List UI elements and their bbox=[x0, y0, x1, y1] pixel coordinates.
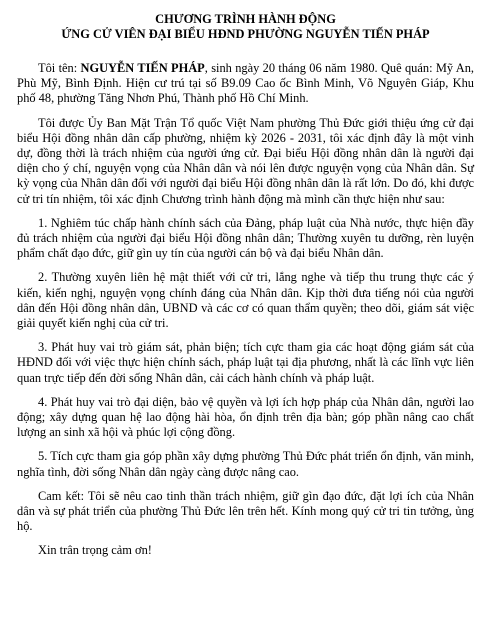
nomination-paragraph: Tôi được Ủy Ban Mặt Trận Tổ quốc Việt Nam phường Thủ Đức giới thiệu ứng cử đại biểu Hội đồng nhân dân cấp phường, nhiệm kỳ 2026 - 2031, tôi xác định đây là một vinh dự, đồng thời là trách nhiệm của người ứng cử. Đại biểu Hội đồng nhân dân là người đại diện cho ý chí, nguyện vọng của Nhân dân và nói lên được nguyện vọng của Nhân dân. Sự kỳ vọng của Nhân dân đối với người đại biểu Hội đồng nhân dân là rất lớn. Do đó, khi được cử tri tín nhiệm, tôi xác định Chương trình hành động mà mình cần thực hiện như sau: bbox=[17, 115, 474, 206]
document-title bbox=[17, 12, 474, 42]
action-item-1: 1. Nghiêm túc chấp hành chính sách của Đảng, pháp luật của Nhà nước, thực hiện đầy đủ trách nhiệm của người đại biểu Hội đồng nhân dân; Thường xuyên tu dưỡng, rèn luyện phẩm chất đạo đức, giữ gìn uy tín của người cán bộ và đại biểu Nhân dân. bbox=[17, 215, 474, 261]
intro-prefix: Tôi tên: bbox=[38, 61, 81, 75]
action-item-3: 3. Phát huy vai trò giám sát, phản biện; tích cực tham gia các hoạt động giám sát của HĐND đối với việc thực hiện chính sách, pháp luật tại địa phương, nhất là các lĩnh vực liên quan trực tiếp đến đời sống Nhân dân, cải cách hành chính và pháp luật. bbox=[17, 340, 474, 385]
closing-line: Xin trân trọng cảm ơn! bbox=[38, 543, 152, 558]
action-item-4: 4. Phát huy vai trò đại diện, bảo vệ quyền và lợi ích hợp pháp của Nhân dân, người lao động; xây dựng quan hệ lao động hài hòa, ổn định trên địa bàn; góp phần nâng cao chất lượng an sinh xã hội và phúc lợi cộng đồng. bbox=[17, 394, 474, 440]
action-item-5: 5. Tích cực tham gia góp phần xây dựng phường Thủ Đức phát triển ổn định, văn minh, nghĩa tình, đời sống Nhân dân ngày càng được nâng cao. bbox=[17, 449, 474, 479]
action-item-2: 2. Thường xuyên liên hệ mật thiết với cử tri, lắng nghe và tiếp thu trung thực các ý kiến, kiến nghị, nguyện vọng chính đáng của Nhân dân. Kịp thời đưa tiếng nói của người dân đến Hội đồng nhân dân, UBND và các cơ có quan thẩm quyền; theo dõi, giám sát việc giải quyết kiến nghị của cử tri. bbox=[17, 270, 474, 331]
title-line-2: ỨNG CỬ VIÊN ĐẠI BIỂU HĐND PHƯỜNG NGUYỄN TIẾN PHÁP bbox=[61, 27, 430, 41]
title-line-1: CHƯƠNG TRÌNH HÀNH ĐỘNG bbox=[155, 12, 336, 26]
candidate-name: NGUYỄN TIẾN PHÁP bbox=[80, 61, 205, 75]
intro-paragraph bbox=[17, 61, 474, 107]
commitment-paragraph: Cam kết: Tôi sẽ nêu cao tinh thần trách nhiệm, giữ gìn đạo đức, đặt lợi ích của Nhân dân và sự phát triển của phường Thủ Đức lên trên hết. Kính mong quý cử tri tin tưởng, ủng hộ. bbox=[17, 488, 474, 534]
intro-details: , sinh ngày 20 tháng 06 năm 1980. Quê quán: Mỹ An, Phù Mỹ, Bình Định. Hiện cư trú tại số B9.09 Cao ốc Bình Minh, Võ Nguyên Giáp, Khu phố 48, phường Tăng Nhơn Phú, Thành phố Hồ Chí Minh. bbox=[17, 61, 474, 106]
